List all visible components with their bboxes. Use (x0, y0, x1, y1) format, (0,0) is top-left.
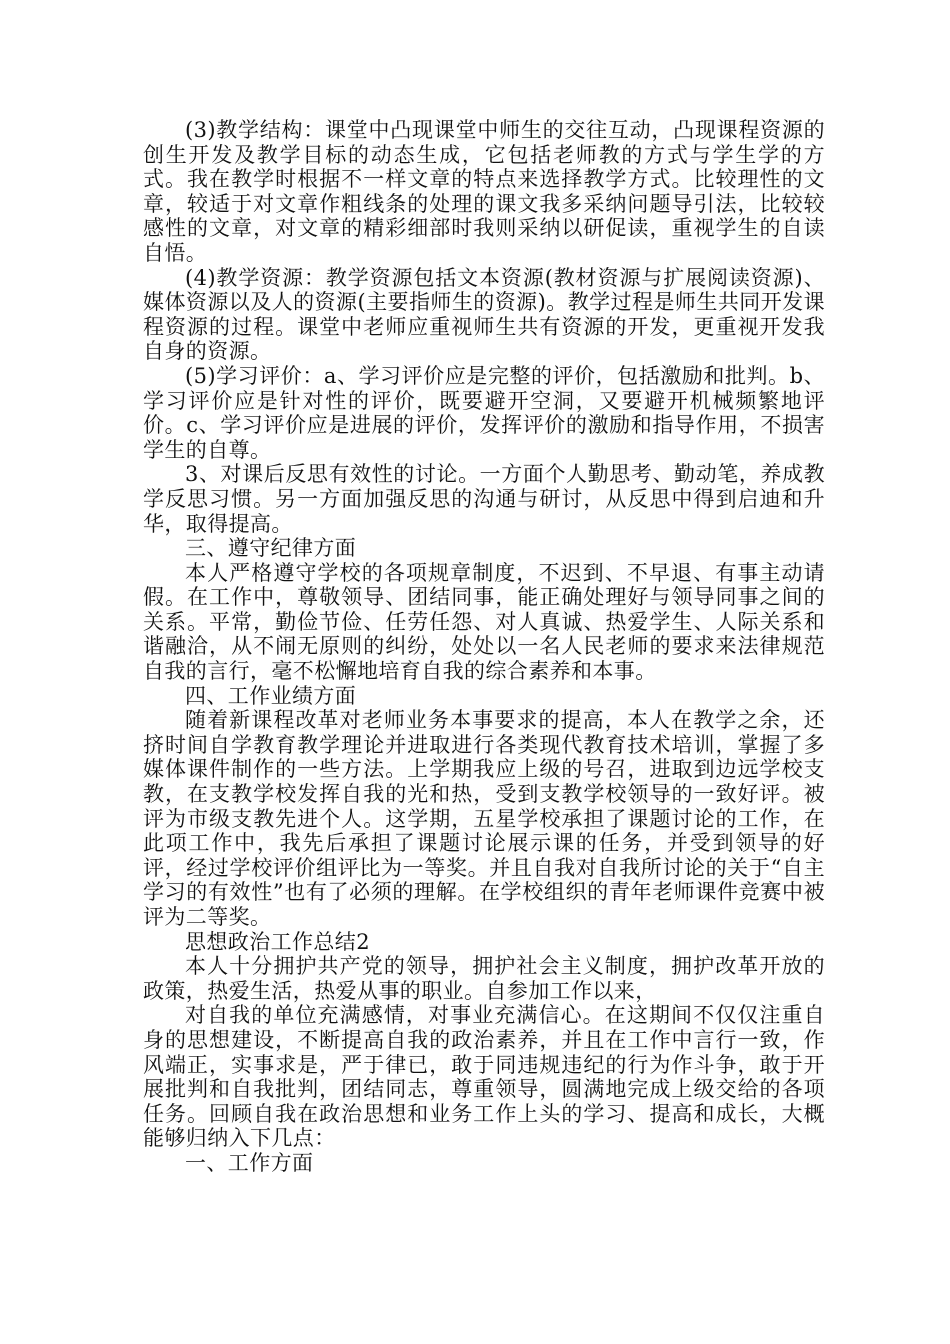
document-body (143, 118, 825, 1176)
section-heading-work: 一、工作方面 (185, 1150, 314, 1175)
paragraph-learning-evaluation: (5)学习评价：a、学习评价应是完整的评价，包括激励和批判。b、学习评价应是针对性的评价，既要避开空洞，又要避开机械频繁地评价。c、学习评价应是进展的评价，发挥评价的激励和指导作用，不损害学生的自尊。 (143, 363, 825, 462)
paragraph-support-party: 本人十分拥护共产党的领导，拥护社会主义制度，拥护改革开放的政策，热爱生活，热爱从事的职业。自参加工作以来， (143, 954, 825, 1003)
paragraph-dedication: 对自我的单位充满感情，对事业充满信心。在这期间不仅仅注重自身的思想建设，不断提高自我的政治素养，并且在工作中言行一致，作风端正，实事求是，严于律已，敢于同违规违纪的行为作斗争，敢于开展批判和自我批判，团结同志，尊重领导，圆满地完成上级交给的各项任务。回顾自我在政治思想和业务工作上头的学习、提高和成长，大概能够归纳入下几点： (143, 1003, 825, 1151)
paragraph-teaching-structure: (3)教学结构：课堂中凸现课堂中师生的交往互动，凸现课程资源的创生开发及教学目标的动态生成，它包括老师教的方式与学生学的方式。我在教学时根据不一样文章的特点来选择教学方式。比较理性的文章，较适于对文章作粗线条的处理的课文我多采纳问题导引法，比较较感性的文章，对文章的精彩细部时我则采纳以研促读，重视学生的自读自悟。 (143, 118, 825, 265)
section-heading-discipline: 三、遵守纪律方面 (185, 536, 357, 561)
section-heading-achievements: 四、工作业绩方面 (185, 683, 357, 708)
paragraph-discipline: 本人严格遵守学校的各项规章制度，不迟到、不早退、有事主动请假。在工作中，尊敬领导、团结同事，能正确处理好与领导同事之间的关系。平常，勤俭节俭、任劳任怨、对人真诚、热爱学生、人际关系和谐融洽，从不闹无原则的纠纷，处处以一名人民老师的要求来法律规范自我的言行，毫不松懈地培育自我的综合素养和本事。 (143, 560, 825, 684)
paragraph-teaching-resources: (4)教学资源：教学资源包括文本资源(教材资源与扩展阅读资源)、媒体资源以及人的资源(主要指师生的资源)。教学过程是师生共同开发课程资源的过程。课堂中老师应重视师生共有资源的开发，更重视开发我自身的资源。 (143, 265, 825, 364)
paragraph-reflection: 3、对课后反思有效性的讨论。一方面个人勤思考、勤动笔，养成教学反思习惯。另一方面加强反思的沟通与研讨，从反思中得到启迪和升华，取得提高。 (143, 462, 825, 536)
paragraph-achievements: 随着新课程改革对老师业务本事要求的提高，本人在教学之余，还挤时间自学教育教学理论并进取进行各类现代教育技术培训，掌握了多媒体课件制作的一些方法。上学期我应上级的号召，进取到边远学校支教，在支教学校发挥自我的光和热，受到支教学校领导的一致好评。被评为市级支教先进个人。这学期，五星学校承担了课题讨论的工作，在此项工作中，我先后承担了课题讨论展示课的任务，并受到领导的好评，经过学校评价组评比为一等奖。并且自我对自我所讨论的关于“自主学习的有效性”也有了必须的理解。在学校组织的青年老师课件竞赛中被评为二等奖。 (143, 708, 825, 929)
summary-title-2: 思想政治工作总结2 (185, 929, 370, 954)
